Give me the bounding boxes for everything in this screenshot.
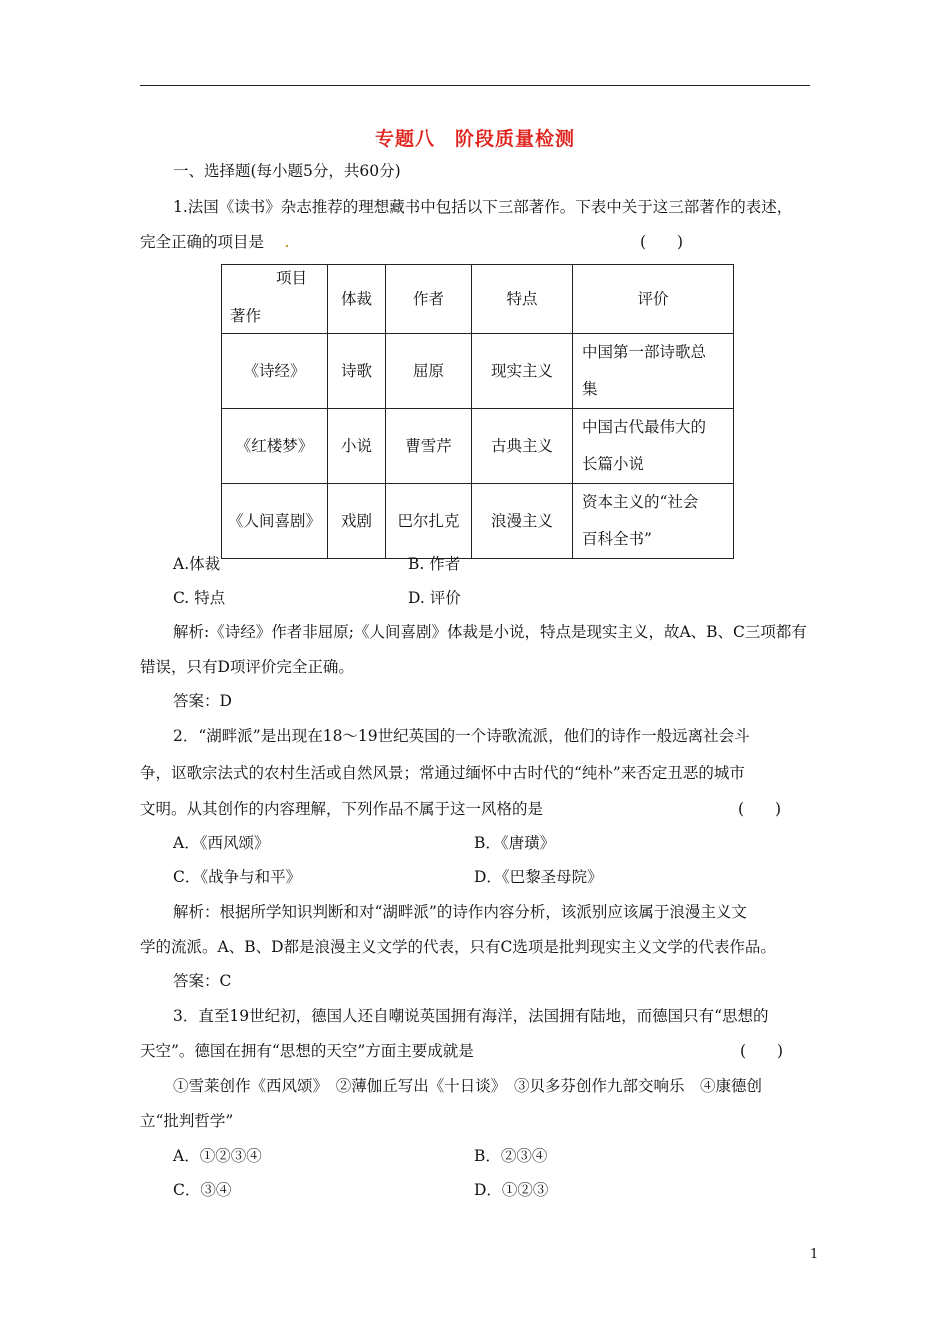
q3-items-line2: 立“批判哲学”	[140, 1112, 234, 1130]
table-row	[222, 484, 734, 559]
q3-option-a: A．①②③④	[173, 1147, 262, 1165]
cell-work: 《人间喜剧》	[222, 484, 328, 559]
cell-feature: 现实主义	[472, 334, 573, 409]
table-row	[222, 409, 734, 484]
q1-stem-line1: 1.法国《读书》杂志推荐的理想藏书中包括以下三部著作。下表中关于这三部著作的表述，	[173, 198, 793, 216]
cell-genre: 诗歌	[328, 334, 386, 409]
q1-table	[221, 264, 734, 559]
q1-option-b: B. 作者	[408, 555, 461, 573]
q2-option-b: B．《唐璜》	[474, 834, 556, 852]
q3-option-c: C．③④	[173, 1181, 232, 1199]
q1-analysis-line2: 错误，只有D项评价完全正确。	[140, 658, 354, 676]
header-evaluation: 评价	[573, 265, 734, 334]
cell-work: 《诗经》	[222, 334, 328, 409]
section-heading: 一、选择题(每小题5分，共60分)	[173, 162, 401, 180]
q3-option-d: D．①②③	[474, 1181, 549, 1199]
q1-option-c: C. 特点	[173, 589, 226, 607]
q2-analysis-line2: 学的流派。A、B、D都是浪漫主义文学的代表，只有C选项是批判现实主义文学的代表作品。	[140, 938, 776, 956]
q1-answer: 答案：D	[173, 692, 232, 710]
top-rule	[140, 85, 810, 86]
q2-answer: 答案：C	[173, 972, 232, 990]
header-author: 作者	[386, 265, 472, 334]
q3-items-line1: ①雪莱创作《西风颂》 ②薄伽丘写出《十日谈》 ③贝多芬创作九部交响乐 ④康德创	[173, 1077, 763, 1095]
page-number: 1	[810, 1247, 819, 1262]
cell-genre: 小说	[328, 409, 386, 484]
q2-stem-line2: 争，讴歌宗法式的农村生活或自然风景；常通过缅怀中古时代的“纯朴”来否定丑恶的城市	[140, 764, 745, 782]
q2-answer-bracket: ( )	[738, 800, 782, 818]
q2-stem-line3: 文明。从其创作的内容理解，下列作品不属于这一风格的是	[140, 800, 544, 818]
q3-stem-line2: 天空”。德国在拥有“思想的天空”方面主要成就是	[140, 1042, 474, 1060]
q2-option-c: C．《战争与和平》	[173, 868, 302, 886]
table-corner-header	[222, 265, 328, 334]
q2-analysis-line1: 解析：根据所学知识判断和对“湖畔派”的诗作内容分析，该派别应该属于浪漫主义文	[173, 903, 747, 921]
q1-option-a: A.体裁	[173, 555, 221, 573]
cell-work: 《红楼梦》	[222, 409, 328, 484]
cell-evaluation: 中国第一部诗歌总 集	[573, 334, 734, 409]
q3-stem-line1: 3．直至19世纪初，德国人还自嘲说英国拥有海洋，法国拥有陆地，而德国只有“思想的	[173, 1007, 769, 1025]
header-genre: 体裁	[328, 265, 386, 334]
cell-evaluation: 资本主义的“社会 百科全书”	[573, 484, 734, 559]
q2-stem-line1: 2．“湖畔派”是出现在18～19世纪英国的一个诗歌流派，他们的诗作一般远离社会斗	[173, 727, 750, 745]
q1-answer-bracket: ( )	[640, 233, 684, 251]
table-row	[222, 334, 734, 409]
header-work: 著作	[230, 307, 262, 325]
q3-option-b: B．②③④	[474, 1147, 548, 1165]
q1-stem-line2: 完全正确的项目是 .	[140, 233, 290, 251]
header-item: 项目	[275, 269, 307, 287]
cell-feature: 古典主义	[472, 409, 573, 484]
q2-option-d: D．《巴黎圣母院》	[474, 868, 603, 886]
q1-option-d: D. 评价	[408, 589, 461, 607]
cell-author: 曹雪芹	[386, 409, 472, 484]
cell-feature: 浪漫主义	[472, 484, 573, 559]
page-title: 专题八 阶段质量检测	[374, 128, 575, 150]
q2-option-a: A．《西风颂》	[173, 834, 270, 852]
header-feature: 特点	[472, 265, 573, 334]
q1-analysis-line1: 解析:《诗经》作者非屈原;《人间喜剧》体裁是小说，特点是现实主义，故A、B、C三项都有	[173, 623, 807, 641]
cell-evaluation: 中国古代最伟大的 长篇小说	[573, 409, 734, 484]
cell-author: 巴尔扎克	[386, 484, 472, 559]
cell-genre: 戏剧	[328, 484, 386, 559]
q3-answer-bracket: ( )	[740, 1042, 784, 1060]
cell-author: 屈原	[386, 334, 472, 409]
